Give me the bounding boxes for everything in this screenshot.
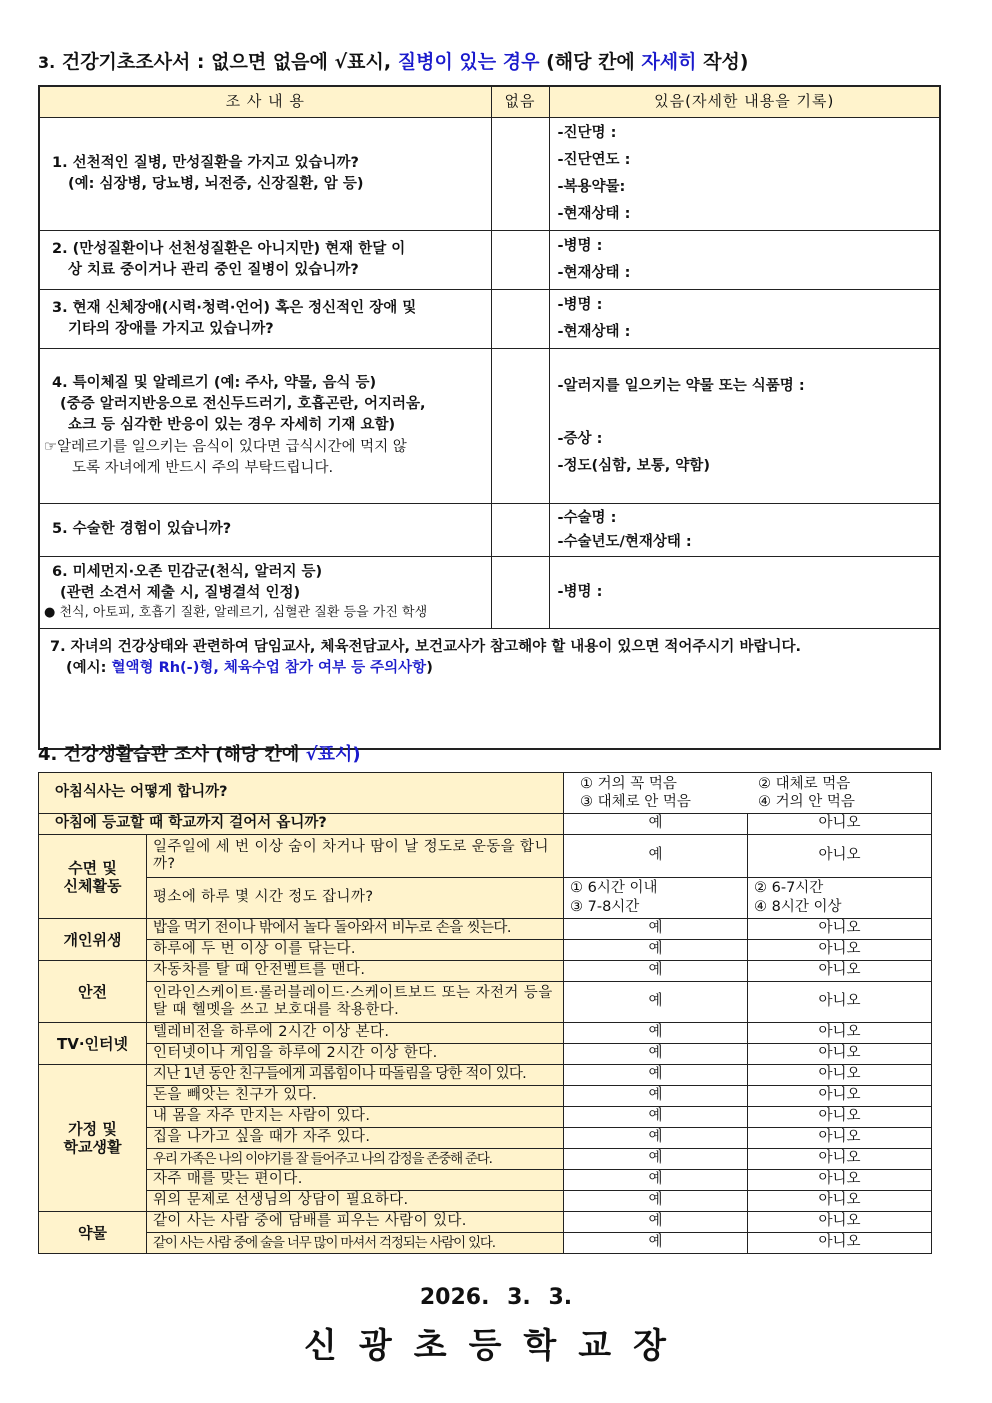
section-number: 3. [38, 53, 56, 72]
current-status-label: -현재상태 : [557, 265, 631, 281]
hygiene-row-2 [39, 940, 932, 961]
current-status-label: -현재상태 : [557, 206, 631, 222]
school-principal: 신광초등학교장 [304, 1326, 688, 1366]
question-1-line1: 1. 선천적인 질병, 만성질환을 가지고 있습니까? [52, 154, 359, 171]
question-4-note-line2: 도록 자녀에게 반드시 주의 부탁드립니다. [72, 459, 334, 476]
yes-cell[interactable]: 예 [564, 1023, 748, 1044]
category-home-school [39, 1065, 147, 1212]
option-3[interactable]: ③ 7-8시간 [570, 899, 640, 915]
breakfast-row [39, 773, 932, 814]
header-row [39, 86, 940, 118]
none-checkbox-6[interactable] [491, 557, 549, 629]
question: 돈을 빼앗는 친구가 있다. [147, 1086, 564, 1107]
question-5-line1: 5. 수술한 경험이 있습니까? [52, 521, 232, 538]
yes-cell[interactable]: 예 [564, 1233, 748, 1254]
answer-field-3[interactable] [549, 290, 940, 349]
yes-cell[interactable]: 예 [564, 940, 748, 961]
question: 하루에 두 번 이상 이를 닦는다. [147, 940, 564, 961]
surgery-year-label: -수술년도/현재상태 : [557, 534, 692, 550]
option-4[interactable]: ④ 거의 안 먹음 [758, 794, 855, 810]
question-4 [39, 349, 491, 504]
section-3-title [38, 47, 748, 74]
section-label: 건강기초조사서 : [61, 51, 212, 73]
question-4-note: ☞알레르기를 일으키는 음식이 있다면 급식시간에 먹지 않 [44, 438, 407, 455]
exercise-question: 일주일에 세 번 이상 숨이 차거나 땀이 날 정도로 운동을 합니까? [147, 835, 564, 878]
question-row-3 [39, 290, 940, 349]
yes-cell[interactable]: 예 [564, 982, 748, 1023]
option-2[interactable]: ② 대체로 먹음 [758, 775, 851, 792]
yes-cell[interactable]: 예 [564, 1149, 748, 1170]
no-cell[interactable]: 아니오 [748, 1065, 932, 1086]
no-cell[interactable]: 아니오 [748, 919, 932, 940]
question-3 [39, 290, 491, 349]
question: 텔레비전을 하루에 2시간 이상 본다. [147, 1023, 564, 1044]
category-line2: 신체활동 [63, 876, 122, 895]
health-basic-survey-table [38, 85, 941, 750]
example-text: 혈액형 Rh(-)형, 체육수업 참가 여부 등 주의사항 [111, 660, 427, 677]
question: 같이 사는 사람 중에 술을 너무 많이 마셔서 걱정되는 사람이 있다. [147, 1233, 564, 1254]
question: 내 몸을 자주 만지는 사람이 있다. [147, 1107, 564, 1128]
sleep-row [39, 878, 932, 919]
category-tv-internet: TV·인터넷 [39, 1023, 147, 1065]
answer-field-6[interactable] [549, 557, 940, 629]
question-row-7 [39, 629, 940, 749]
question-6-note: ● 천식, 아토피, 호흡기 질환, 알레르기, 심혈관 질환 등을 가진 학생 [44, 605, 428, 621]
none-checkbox-4[interactable] [491, 349, 549, 504]
yes-cell[interactable]: 예 [564, 814, 748, 835]
title-d: ) [352, 744, 361, 765]
no-cell[interactable]: 아니오 [748, 814, 932, 835]
issue-date: 2026. 3. 3. [419, 1285, 573, 1310]
question-6-line1: 6. 미세먼지·오존 민감군(천식, 알러지 등) [52, 564, 323, 581]
no-cell[interactable]: 아니오 [748, 982, 932, 1023]
header-none: 없음 [491, 86, 549, 118]
category-line2: 학교생활 [63, 1138, 122, 1156]
walk-question: 아침에 등교할 때 학교까지 걸어서 옵니까? [39, 814, 564, 835]
no-cell[interactable]: 아니오 [748, 1233, 932, 1254]
sleep-options-left[interactable] [564, 878, 748, 919]
question-1-line2: (예: 심장병, 당뇨병, 뇌전증, 신장질환, 암 등) [68, 176, 364, 192]
hygiene-row-1 [39, 919, 932, 940]
safety-row-2 [39, 982, 932, 1023]
home-row-2 [39, 1086, 932, 1107]
no-cell[interactable]: 아니오 [748, 1149, 932, 1170]
current-status-label: -현재상태 : [557, 324, 631, 340]
title-part-1: 없으면 없음에 √표시, [211, 51, 398, 73]
no-cell[interactable]: 아니오 [748, 940, 932, 961]
drug-row-2 [39, 1233, 932, 1254]
disease-name-label: -병명 : [557, 584, 603, 600]
example-prefix: (예시: [66, 660, 112, 677]
symptom-label: -증상 : [557, 430, 603, 447]
title-part-3: (해당 칸에 [539, 51, 642, 73]
yes-cell[interactable]: 예 [564, 1170, 748, 1191]
category-safety: 안전 [39, 961, 147, 1023]
surgery-name-label: -수술명 : [557, 510, 617, 526]
diagnosis-label: -진단명 : [557, 125, 617, 141]
yes-cell[interactable]: 예 [564, 919, 748, 940]
health-habits-table [38, 772, 932, 1254]
allergen-label: -알러지를 일으키는 약물 또는 식품명 : [557, 377, 805, 394]
yes-cell[interactable]: 예 [564, 1107, 748, 1128]
yes-cell[interactable]: 예 [564, 961, 748, 982]
tv-row-1 [39, 1023, 932, 1044]
no-cell[interactable]: 아니오 [748, 1191, 932, 1212]
title-part-4: 자세히 [641, 51, 697, 73]
question-1 [39, 118, 491, 231]
no-cell[interactable]: 아니오 [748, 1212, 932, 1233]
title-part-5: 작성) [696, 51, 749, 73]
question-6 [39, 557, 491, 629]
medication-label: -복용약물: [557, 179, 626, 195]
option-2[interactable]: ② 6-7시간 [754, 880, 824, 897]
breakfast-options-line1 [580, 775, 915, 793]
home-row-5 [39, 1149, 932, 1170]
answer-field-5[interactable] [549, 504, 940, 557]
walk-row [39, 814, 932, 835]
no-cell[interactable]: 아니오 [748, 1128, 932, 1149]
header-yes: 있음(자세한 내용을 기록) [549, 86, 940, 118]
option-1[interactable]: ① 6시간 이내 [570, 880, 658, 897]
header-content: 조 사 내 용 [39, 86, 491, 118]
home-row-1 [39, 1065, 932, 1086]
home-row-3 [39, 1107, 932, 1128]
severity-label: -정도(심함, 보통, 약함) [557, 457, 710, 474]
question-2-line2: 상 치료 중이거나 관리 중인 질병이 있습니까? [68, 262, 359, 278]
no-cell[interactable]: 아니오 [748, 835, 932, 878]
yes-cell[interactable]: 예 [564, 1212, 748, 1233]
yes-cell[interactable]: 예 [564, 835, 748, 878]
category-line1: 가정 및 [68, 1120, 117, 1138]
no-cell[interactable]: 아니오 [748, 1086, 932, 1107]
no-cell[interactable]: 아니오 [748, 1044, 932, 1065]
none-checkbox-5[interactable] [491, 504, 549, 557]
disease-name-label: -병명 : [557, 238, 603, 254]
exercise-row [39, 835, 932, 878]
yes-cell[interactable]: 예 [564, 1191, 748, 1212]
question-row-5 [39, 504, 940, 557]
answer-field-2[interactable] [549, 231, 940, 290]
option-4[interactable]: ④ 8시간 이상 [754, 899, 842, 915]
question: 집을 나가고 싶을 때가 자주 있다. [147, 1128, 564, 1149]
category-sleep-activity [39, 835, 147, 919]
option-3[interactable]: ③ 대체로 안 먹음 [580, 794, 691, 810]
title-a: 4. 건강생활습관 조사 [38, 744, 216, 765]
yes-cell[interactable]: 예 [564, 1065, 748, 1086]
question: 인라인스케이트·롤러블레이드·스케이트보드 또는 자전거 등을 탈 때 헬멧을 쓰고 보호대를 착용한다. [147, 982, 564, 1023]
home-row-6 [39, 1170, 932, 1191]
disease-name-label: -병명 : [557, 297, 603, 313]
breakfast-question: 아침식사는 어떻게 합니까? [39, 773, 564, 814]
no-cell[interactable]: 아니오 [748, 1170, 932, 1191]
question-2-line1: 2. (만성질환이나 선천성질환은 아니지만) 현재 한달 이 [52, 240, 406, 257]
question: 자동차를 탈 때 안전벨트를 맨다. [147, 961, 564, 982]
question: 지난 1년 동안 친구들에게 괴롭힘이나 따돌림을 당한 적이 있다. [147, 1065, 564, 1086]
example-suffix: ) [426, 660, 433, 677]
question: 자주 매를 맞는 편이다. [147, 1170, 564, 1191]
home-row-4 [39, 1128, 932, 1149]
tv-row-2 [39, 1044, 932, 1065]
section-4-title [38, 740, 361, 766]
breakfast-options-line2 [580, 793, 915, 811]
question: 우리 가족은 나의 이야기를 잘 들어주고 나의 감정을 존중해 준다. [147, 1149, 564, 1170]
question-4-line3: 쇼크 등 심각한 반응이 있는 경우 자세히 기재 요함) [68, 417, 396, 434]
question-7-example [50, 658, 929, 679]
drug-row-1 [39, 1212, 932, 1233]
sleep-question: 평소에 하루 몇 시간 정도 잡니까? [147, 878, 564, 919]
question-4-line1: 4. 특이체질 및 알레르기 (예: 주사, 약물, 음식 등) [52, 375, 377, 392]
question: 위의 문제로 선생님의 상담이 필요하다. [147, 1191, 564, 1212]
no-cell[interactable]: 아니오 [748, 1107, 932, 1128]
yes-cell[interactable]: 예 [564, 1128, 748, 1149]
question-4-line2: (중증 알러지반응으로 전신두드러기, 호흡곤란, 어지러움, [60, 396, 426, 413]
category-line1: 수면 및 [68, 858, 117, 877]
none-checkbox-1[interactable] [491, 118, 549, 231]
breakfast-options[interactable] [564, 773, 932, 814]
home-row-7 [39, 1191, 932, 1212]
title-b: (해당 칸에 [215, 744, 306, 765]
category-hygiene: 개인위생 [39, 919, 147, 961]
question-7-line1: 7. 자녀의 건강상태와 관련하여 담임교사, 체육전담교사, 보건교사가 참고해야 할 내용이 있으면 적어주시기 바랍니다. [50, 639, 802, 655]
question-5 [39, 504, 491, 557]
no-cell[interactable]: 아니오 [748, 1023, 932, 1044]
question-2 [39, 231, 491, 290]
none-checkbox-3[interactable] [491, 290, 549, 349]
category-drug: 약물 [39, 1212, 147, 1254]
question: 인터넷이나 게임을 하루에 2시간 이상 한다. [147, 1044, 564, 1065]
question-6-line2: (관련 소견서 제출 시, 질병결석 인정) [60, 585, 301, 602]
question: 같이 사는 사람 중에 담배를 피우는 사람이 있다. [147, 1212, 564, 1233]
question-row-6 [39, 557, 940, 629]
no-cell[interactable]: 아니오 [748, 961, 932, 982]
title-part-2: 질병이 있는 경우 [397, 51, 540, 73]
answer-field-4[interactable] [549, 349, 940, 504]
question-row-4 [39, 349, 940, 504]
diagnosis-year-label: -진단연도 : [557, 152, 631, 168]
option-1[interactable]: ① 거의 꼭 먹음 [580, 775, 677, 792]
yes-cell[interactable]: 예 [564, 1086, 748, 1107]
question-row-2 [39, 231, 940, 290]
question-3-line1: 3. 현재 신체장애(시력·청력·언어) 혹은 정신적인 장애 및 [52, 299, 417, 316]
none-checkbox-2[interactable] [491, 231, 549, 290]
yes-cell[interactable]: 예 [564, 1044, 748, 1065]
sleep-options-right[interactable] [748, 878, 932, 919]
title-c: √표시 [305, 744, 353, 765]
safety-row-1 [39, 961, 932, 982]
question-3-line2: 기타의 장애를 가지고 있습니까? [68, 321, 274, 337]
question-row-1 [39, 118, 940, 231]
question-7[interactable] [39, 629, 940, 749]
answer-field-1[interactable] [549, 118, 940, 231]
question: 밥을 먹기 전이나 밖에서 놀다 돌아와서 비누로 손을 씻는다. [147, 919, 564, 940]
